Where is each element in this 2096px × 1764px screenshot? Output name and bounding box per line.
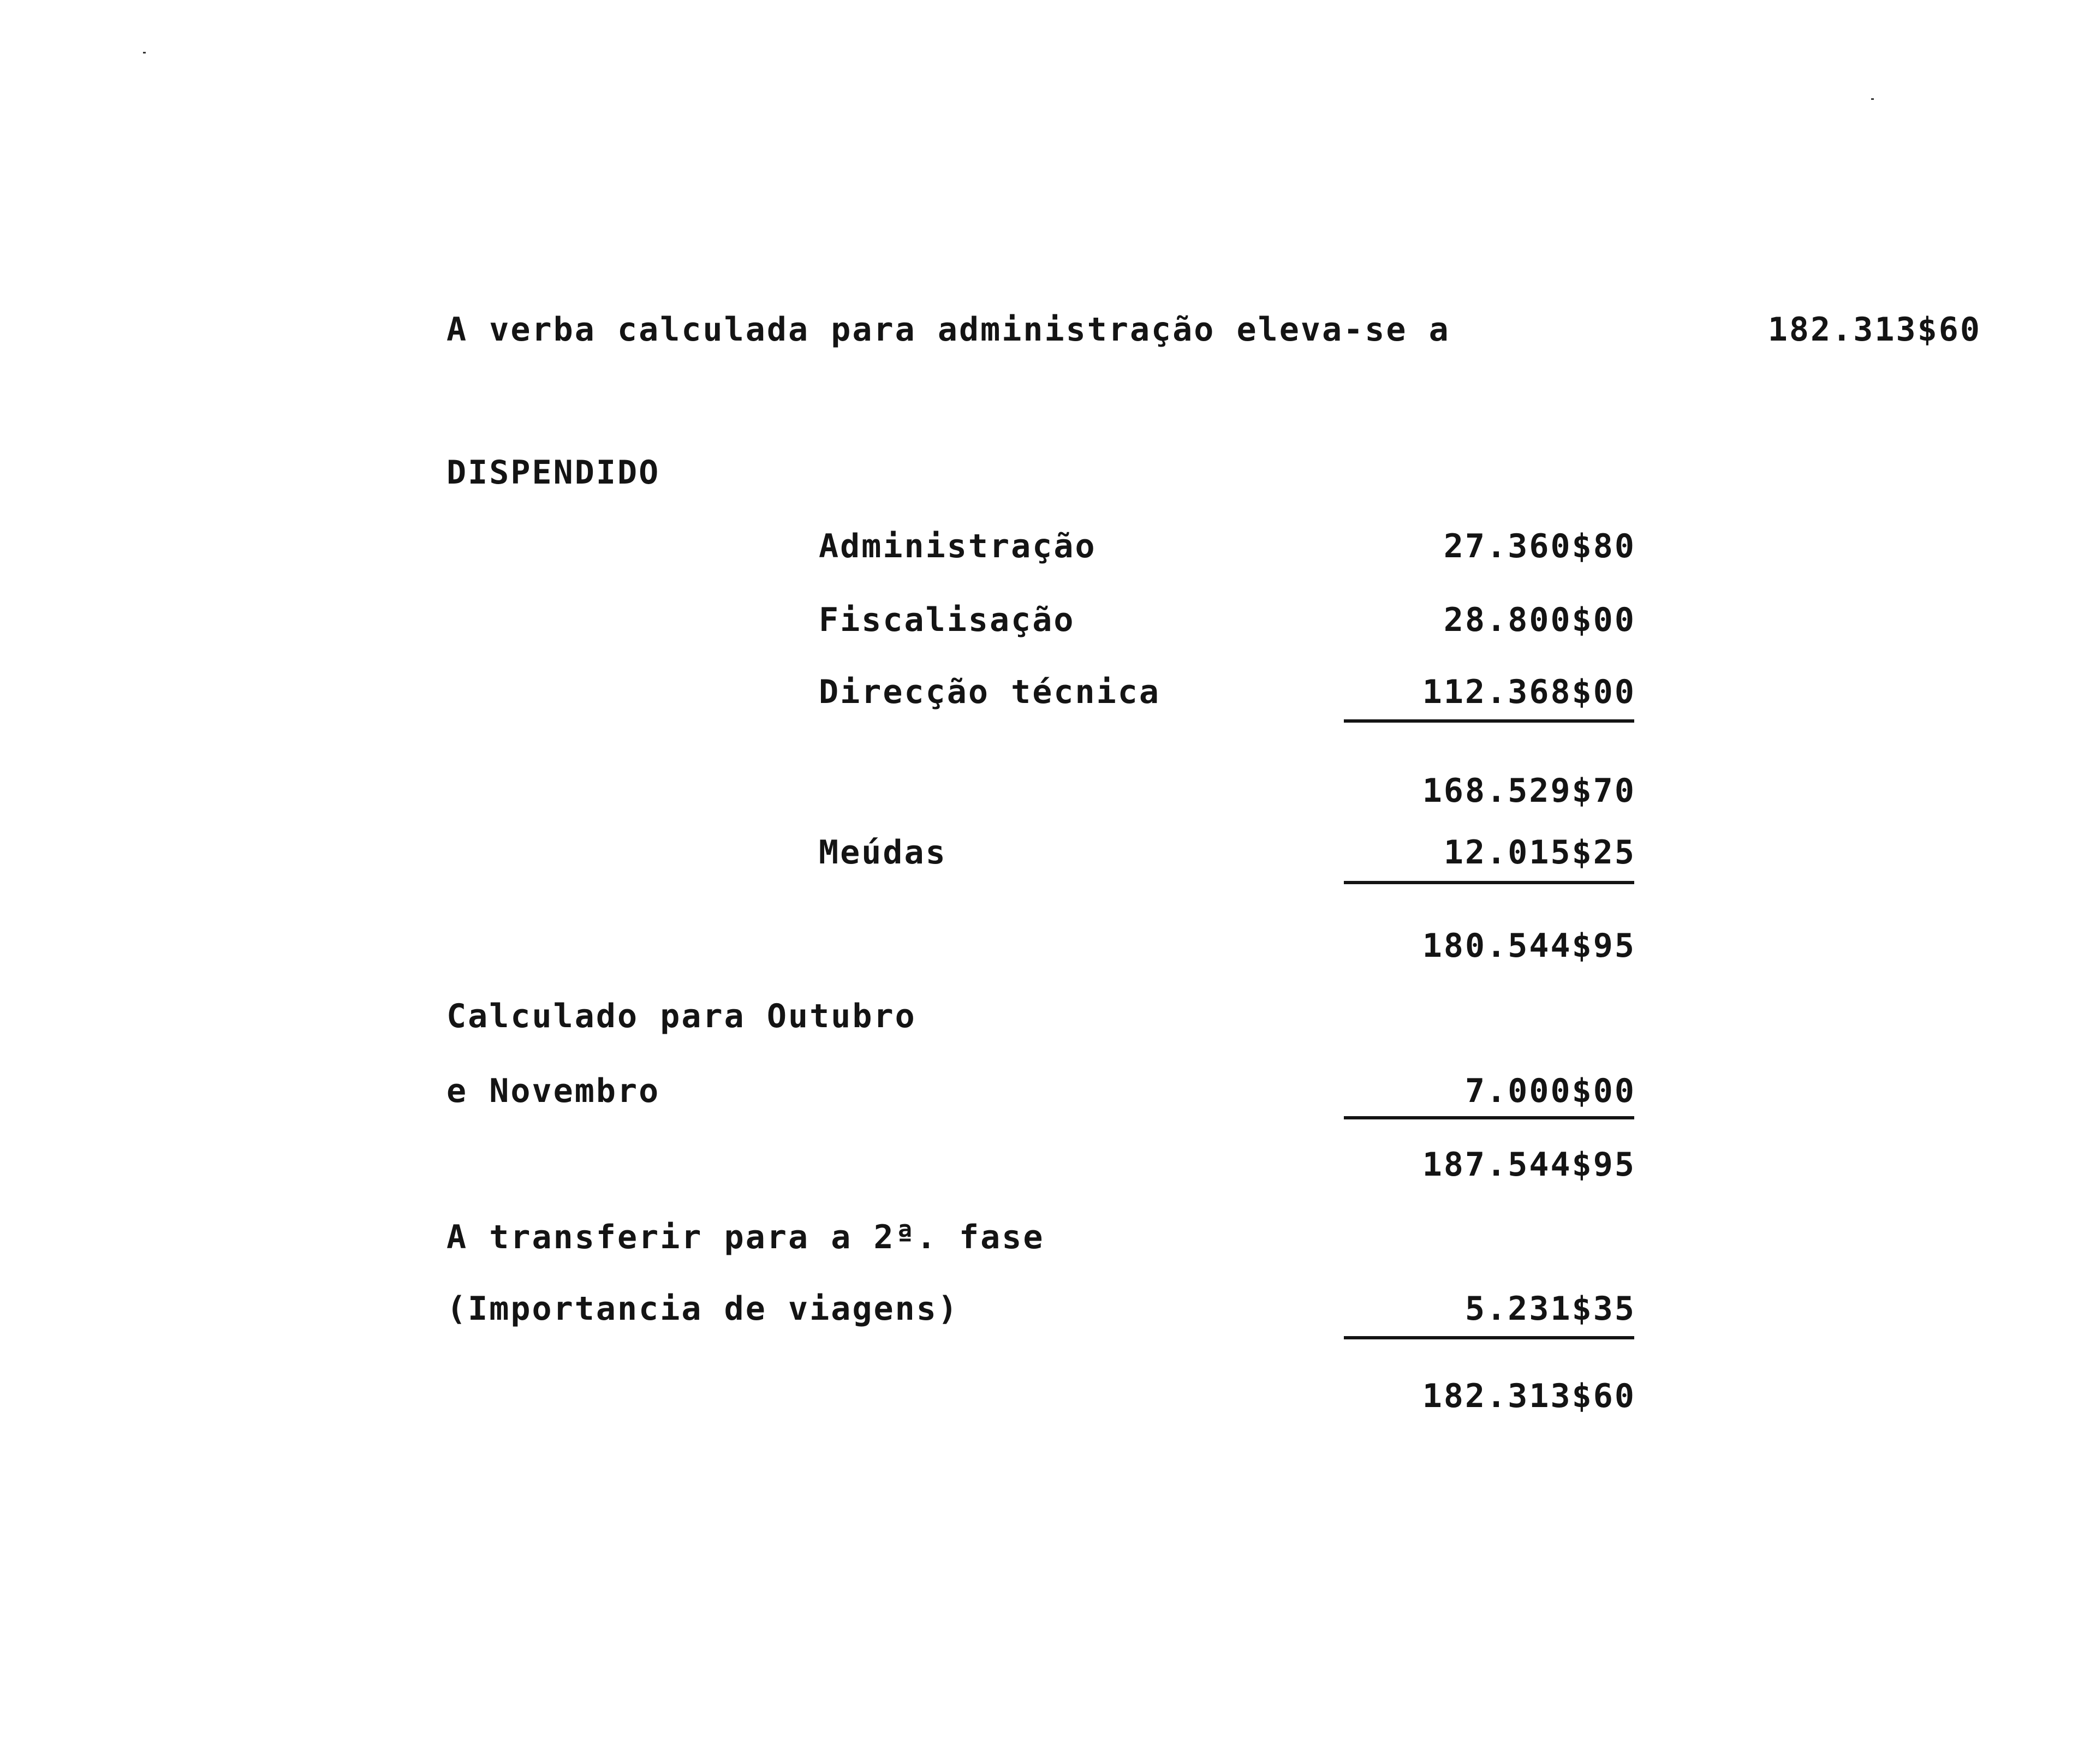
calculado-amount: 7.000$00	[1465, 1072, 1636, 1110]
transferir-line-1: A transferir para a 2ª. fase	[446, 1218, 1045, 1256]
transferir-amount: 5.231$35	[1465, 1290, 1636, 1328]
scan-speck	[1871, 98, 1874, 100]
sum-rule	[1344, 881, 1634, 884]
intro-amount: 182.313$60	[1767, 311, 1981, 349]
item-label-fiscalisacao: Fiscalisação	[819, 601, 1075, 639]
scan-speck	[143, 52, 146, 53]
section-heading: DISPENDIDO	[446, 454, 660, 492]
calculado-line-2: e Novembro	[446, 1072, 660, 1110]
intro-text: A verba calculada para administração eleva-se a	[446, 311, 1450, 349]
meudas-amount: 12.015$25	[1443, 833, 1636, 872]
transferir-line-2: (Importancia de viagens)	[446, 1290, 959, 1328]
subtotal-3: 187.544$95	[1422, 1146, 1636, 1184]
item-amount-fiscalisacao: 28.800$00	[1443, 601, 1636, 639]
calculado-line-1: Calculado para Outubro	[446, 997, 916, 1035]
grand-total: 182.313$60	[1422, 1377, 1636, 1415]
item-amount-administracao: 27.360$80	[1443, 527, 1636, 565]
sum-rule	[1344, 1336, 1634, 1339]
item-amount-direccao-tecnica: 112.368$00	[1422, 673, 1636, 711]
subtotal-2: 180.544$95	[1422, 927, 1636, 965]
sum-rule	[1344, 1116, 1634, 1119]
subtotal-1: 168.529$70	[1422, 772, 1636, 810]
item-label-direccao-tecnica: Direcção técnica	[819, 673, 1160, 711]
meudas-label: Meúdas	[819, 833, 947, 872]
item-label-administracao: Administração	[819, 527, 1097, 565]
sum-rule	[1344, 719, 1634, 723]
